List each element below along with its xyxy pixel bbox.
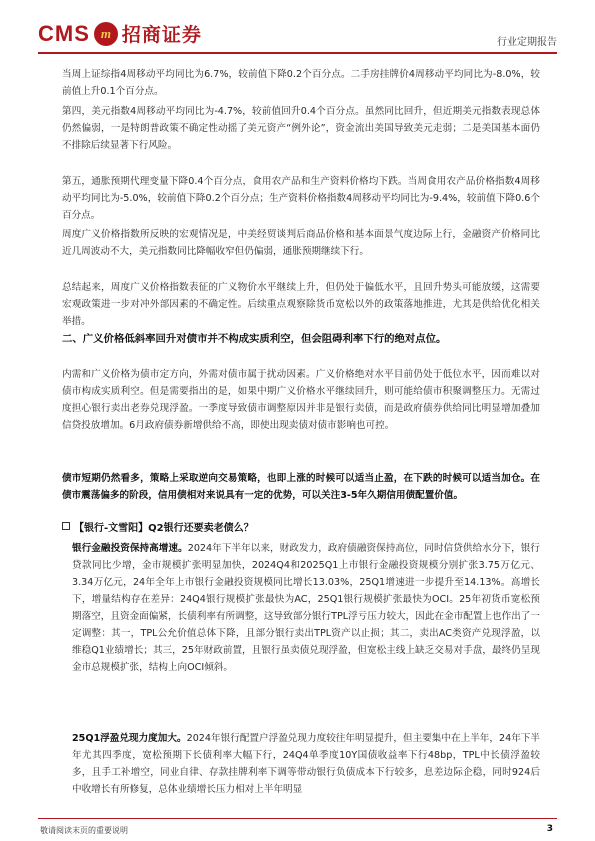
logo-seal-icon [94,22,118,46]
paragraph-dollar-index: 第四，美元指数4周移动平均同比为-4.7%，较前值回升0.4个百分点。虽然同比回升，但近期美元指数表现总体仍然偏弱，一是特朗普政策不确定性动摇了美元资产“例外论”，资金流出美国导致美元走弱；二是美国基本面仍不排除后续显著下行风险。 [62,106,540,151]
page-number: 3 [546,824,553,834]
paragraph-weekly-summary: 周度广义价格指数所反映的宏观情况是，中美经贸谈判后商品价格和基本面景气度边际上行，金融资产价格同比近几周波动不大，美元指数同比降幅收窄但仍偏弱，通胀预期继续下行。 [62,229,540,257]
logo-seal-letter: m [100,25,111,41]
footer-divider [38,818,557,819]
bullet-heading-text: 【银行-文雪阳】Q2银行还要卖老债么？ [74,523,254,534]
company-logo [38,20,202,47]
section-heading-2: 二、广义价格低斜率回升对债市并不构成实质利空，但会阻碍利率下行的绝对点位。 [62,333,447,345]
paragraph-bond-market: 内需和广义价格为债市定方向，外需对债市属于扰动因素。广义价格绝对水平目前仍处于低位水平，因而难以对债市构成实质利空。但是需要指出的是，如果中期广义价格水平继续回升，则可能给债市积聚调整压力。无需过度担心银行卖出老券兑现浮盈。一季度导致债市调整原因并非是银行卖债，而是政府债券供给同比明显增加叠加信贷投放增加。6月政府债券新增供给不高，即使出现卖债对债市影响也可控。 [62,369,540,431]
bullet-heading-bank [62,521,540,537]
square-bullet-icon [62,522,70,530]
header-divider [38,52,557,54]
lead-floating-gains: 25Q1浮盈兑现力度加大。 [72,733,187,744]
paragraph-inflation: 第五，通胀预期代理变量下降0.4个百分点，食用农产品和生产资料价格均下跌。当周食用农产品价格指数4周移动平均同比为-5.0%，较前值下降0.2个百分点；生产资料价格指数4周移动平均同比为-9.4%，较前值下降0.6个百分点。 [62,176,540,221]
paragraph-bank-investment [72,540,540,676]
logo-cms-text: CMS [38,20,90,46]
report-type-label: 行业定期报告 [497,37,557,48]
lead-bank-investment: 银行金融投资保持高增速。 [72,543,188,554]
paragraph-floating-gains [72,730,540,798]
footer-disclaimer: 敬请阅读末页的重要说明 [40,826,128,835]
text-floating-gains: 2024年银行配置户浮盈兑现力度较往年明显提升，但主要集中在上半年，24年下半年尤其四季度，宽松预期下长债利率大幅下行，24Q4单季度10Y国债收益率下行48bp，TPL中长债浮盈较多，且手工补增空，同业自律、存款挂牌利率下调等带动银行负债成本下行较多，息差边际企稳，同时924后中收增长有所修复，总体业绩增长压力相对上半年明显 [72,733,541,795]
paragraph-conclusion: 总结起来，周度广义价格指数表征的广义物价水平继续上升，但仍处于偏低水平，且回升势头可能放缓，这需要宏观政策进一步对冲外部因素的不确定性。后续重点观察除货币宽松以外的政策落地推进，尤其是供给优化相关举措。 [62,282,540,327]
logo-chinese-text: 招商证券 [121,24,202,46]
text-bank-investment: 2024年下半年以来，财政发力，政府债融资保持高位，同时信贷供给水分下，银行贷款同比少增，金市规模扩张明显加快，2024Q4和2025Q1上市银行金融投资规模分别扩张3.75万亿元、3.34万亿元，24年全年上市银行金融投资规模同比增长13.03%，25Q1增速进一步提升至14.13%。高增长下，增量结构存在差异：24Q4银行规模扩张最快为AC，25Q1银行规模扩张最快为OCI。25年初货币宽松预期落空，且资金面偏紧，长债利率有所调整，这导致部分银行TPL浮亏压力较大，因此在金市配置上也作出了一定调整：其一，TPL公允价值总体下降，且部分银行卖出TPL资产以止损；其二，卖出AC类资产兑现浮盈，以维稳Q1业绩增长；其三，25年财政前置，且银行虽卖债兑现浮盈，但宽松主线上缺乏交易对手盘，最终仍呈现金市总规模扩张，结构上向OCI倾斜。 [72,543,540,673]
page-header [0,0,595,58]
paragraph-stock-housing: 当周上证综指4周移动平均同比为6.7%，较前值下降0.2个百分点。二手房挂牌价4周移动平均同比为-8.0%，较前值上升0.1个百分点。 [62,69,540,97]
paragraph-strategy: 债市短期仍然看多，策略上采取逆向交易策略，也即上涨的时候可以适当止盈，在下跌的时候可以适当加仓。在债市震荡偏多的阶段，信用债相对来说具有一定的优势，可以关注3-5年久期信用债配置价值。 [62,473,540,501]
